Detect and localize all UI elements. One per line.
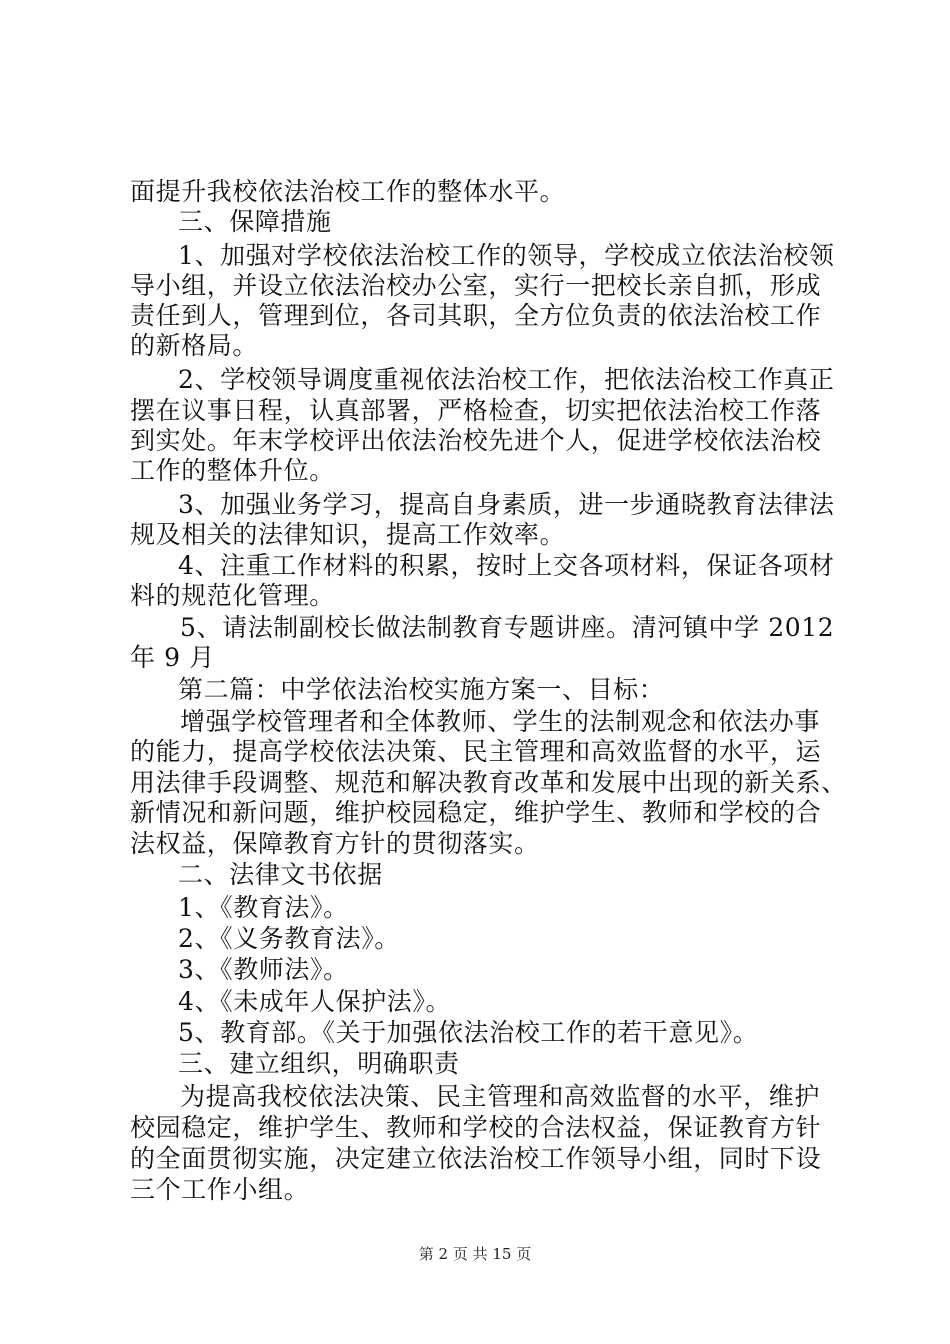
list-item: 4、《未成年人保护法》。 [178,987,452,1016]
text-line: 责任到人，管理到位，各司其职，全方位负责的依法治校工作 [130,301,822,330]
list-item: 5、教育部。《关于加强依法治校工作的若干意见》。 [178,1018,759,1047]
text-line: 2、学校领导调度重视依法治校工作，把依法治校工作真正 [178,365,835,394]
text-line: 1、加强对学校依法治校工作的领导，学校成立依法治校领 [178,241,835,270]
text-line: 面提升我校依法治校工作的整体水平。 [130,177,566,206]
section-heading: 三、建立组织，明确职责 [178,1049,460,1078]
text-line: 新情况和新问题，维护校园稳定，维护学生、教师和学校的合 [130,798,822,827]
text-line: 料的规范化管理。 [130,581,335,610]
list-item: 3、《教师法》。 [178,955,349,984]
text-line: 的全面贯彻实施，决定建立依法治校工作领导小组，同时下设 [130,1144,822,1173]
text-line: 年 9 月 [130,643,215,672]
text-line: 4、注重工作材料的积累，按时上交各项材料，保证各项材 [178,551,835,580]
text-line: 用法律手段调整、规范和解决教育改革和发展中出现的新关系、 [130,768,847,797]
text-line: 到实处。年末学校评出依法治校先进个人，促进学校依法治校 [130,426,822,455]
page-number-footer: 第 2 页 共 15 页 [418,1245,532,1263]
text-line: 法权益，保障教育方针的贯彻落实。 [130,829,540,858]
text-line: 5、请法制副校长做法制教育专题讲座。清河镇中学 2012 [180,613,835,642]
text-line: 规及相关的法律知识，提高工作效率。 [130,520,566,549]
text-line: 增强学校管理者和全体教师、学生的法制观念和依法办事 [180,707,821,736]
text-line: 摆在议事日程，认真部署，严格检查，切实把依法治校工作落 [130,396,822,425]
section-heading: 三、保障措施 [178,207,332,236]
text-line: 3、加强业务学习，提高自身素质，进一步通晓教育法律法 [178,490,835,519]
text-line: 的能力，提高学校依法决策、民主管理和高效监督的水平，运 [130,737,822,766]
section-heading: 二、法律文书依据 [178,860,383,889]
section-heading: 第二篇：中学依法治校实施方案一、目标： [178,675,665,704]
text-line: 三个工作小组。 [130,1175,310,1204]
text-line: 的新格局。 [130,331,259,360]
text-line: 校园稳定，维护学生、教师和学校的合法权益，保证教育方针 [130,1113,822,1142]
text-line: 为提高我校依法决策、民主管理和高效监督的水平，维护 [180,1082,821,1111]
list-item: 2、《义务教育法》。 [178,924,400,953]
list-item: 1、《教育法》。 [178,893,349,922]
text-line: 导小组，并设立依法治校办公室，实行一把校长亲自抓，形成 [130,271,822,300]
text-line: 工作的整体升位。 [130,456,335,485]
